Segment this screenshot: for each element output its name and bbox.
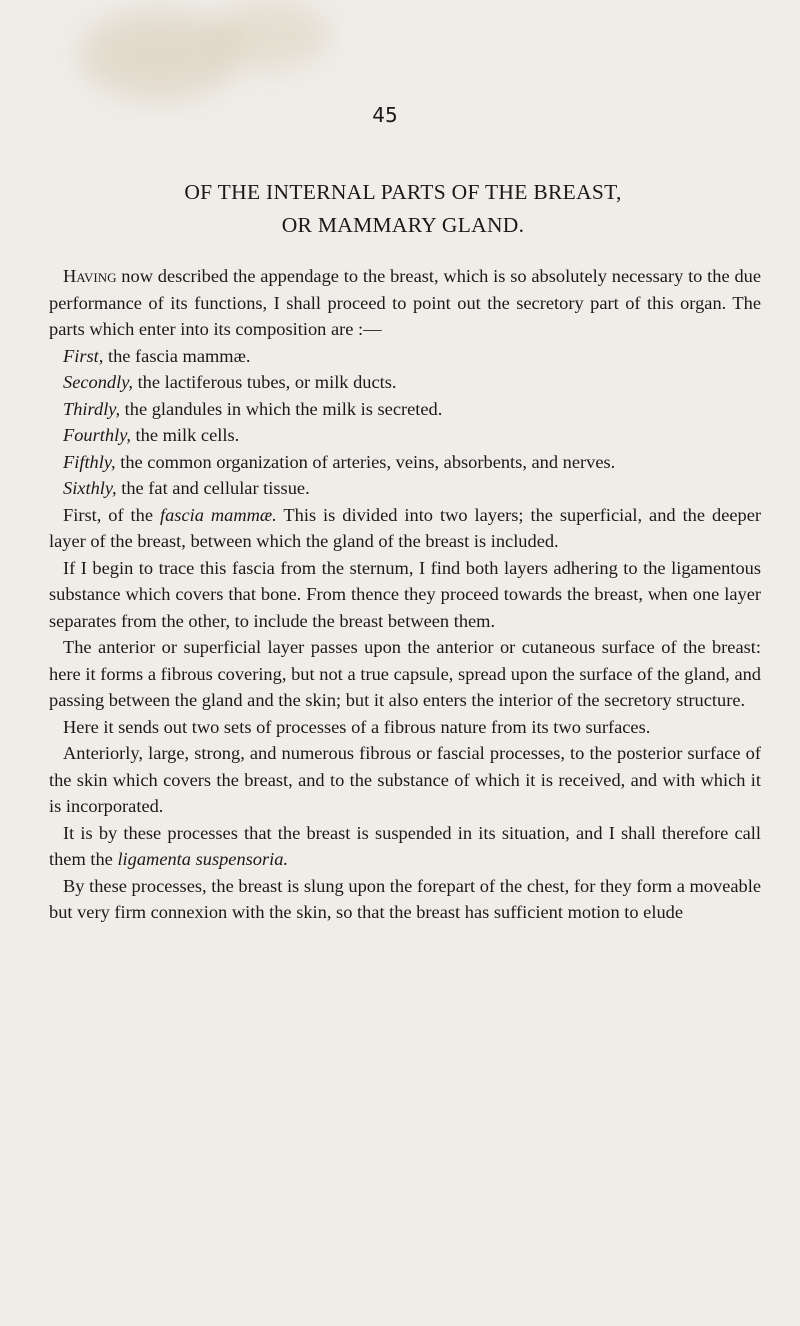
enumeration-text: the glandules in which the milk is secreted. xyxy=(120,398,443,419)
enumeration-text: the milk cells. xyxy=(130,425,240,445)
enumeration-item xyxy=(49,369,761,396)
fascia-post: This is divided into two layers; the superficial, and the deeper layer of the breast, between which the gland of the breast is included. xyxy=(49,504,761,551)
ligamenta-pre: It is by these processes that the breast is suspended in its situation, and I shall therefore call them the xyxy=(49,822,761,869)
enumeration-item xyxy=(49,396,761,423)
enumeration-text: the fat and cellular tissue. xyxy=(116,478,310,498)
intro-paragraph xyxy=(49,263,761,343)
paper-stain xyxy=(210,0,330,70)
intro-rest: now described the appendage to the breast, which is so absolutely necessary to the due performance of its functions, I shall proceed to point out the secretory part of this organ. The parts which enter into its composition are :— xyxy=(49,266,761,339)
body-text xyxy=(49,263,761,926)
enumeration-ordinal: First, xyxy=(63,345,104,366)
page-number: 45 xyxy=(372,103,398,127)
enumeration-text: the common organization of arteries, veins, absorbents, and nerves. xyxy=(115,451,616,472)
paragraph: Anteriorly, large, strong, and numerous fibrous or fascial processes, to the posterior surface of the skin which covers the breast, and to the substance of which it is received, and with which it is incorporated. xyxy=(49,743,761,816)
chapter-title xyxy=(58,176,748,242)
final-paragraph: By these processes, the breast is slung upon the forepart of the chest, for they form a moveable but very firm connexion with the skin, so that the breast has sufficient motion to elude xyxy=(49,875,761,922)
enumeration-item xyxy=(49,422,761,449)
chapter-title-line-2: OR MAMMARY GLAND. xyxy=(281,213,525,237)
enumeration-item xyxy=(49,449,761,476)
paragraph: The anterior or superficial layer passes upon the anterior or cutaneous surface of the breast: here it forms a fibrous covering, but not a true capsule, spread upon the surface of the gland, and passing between the gland and the skin; but it also enters the interior of the secretory structure. xyxy=(49,637,761,710)
paragraph: Here it sends out two sets of processes of a fibrous nature from its two surfaces. xyxy=(63,716,651,737)
fascia-paragraph xyxy=(49,502,761,555)
enumeration-ordinal: Sixthly, xyxy=(63,478,117,498)
enumeration-ordinal: Secondly, xyxy=(63,372,133,392)
ligamenta-paragraph xyxy=(49,820,761,873)
enumeration-text: the fascia mammæ. xyxy=(103,345,251,366)
paragraph: If I begin to trace this fascia from the sternum, I find both layers adhering to the ligamentous substance which covers that bone. From thence they proceed towards the breast, when one layer separates from the other, to include the breast between them. xyxy=(49,557,761,631)
enumeration-ordinal: Fifthly, xyxy=(63,451,116,472)
enumeration-ordinal: Thirdly, xyxy=(63,398,121,419)
ligamenta-term: ligamenta suspensoria. xyxy=(117,849,289,869)
intro-lead: Having xyxy=(63,266,117,286)
enumeration-text: the lactiferous tubes, or milk ducts. xyxy=(132,372,397,392)
fascia-term: fascia mammæ. xyxy=(159,504,277,525)
chapter-title-line-1: OF THE INTERNAL PARTS OF THE BREAST, xyxy=(184,180,622,204)
enumeration-item xyxy=(49,475,761,502)
enumeration-item xyxy=(49,343,761,370)
enumeration-ordinal: Fourthly, xyxy=(63,425,131,445)
fascia-pre: First, of the xyxy=(63,504,160,525)
